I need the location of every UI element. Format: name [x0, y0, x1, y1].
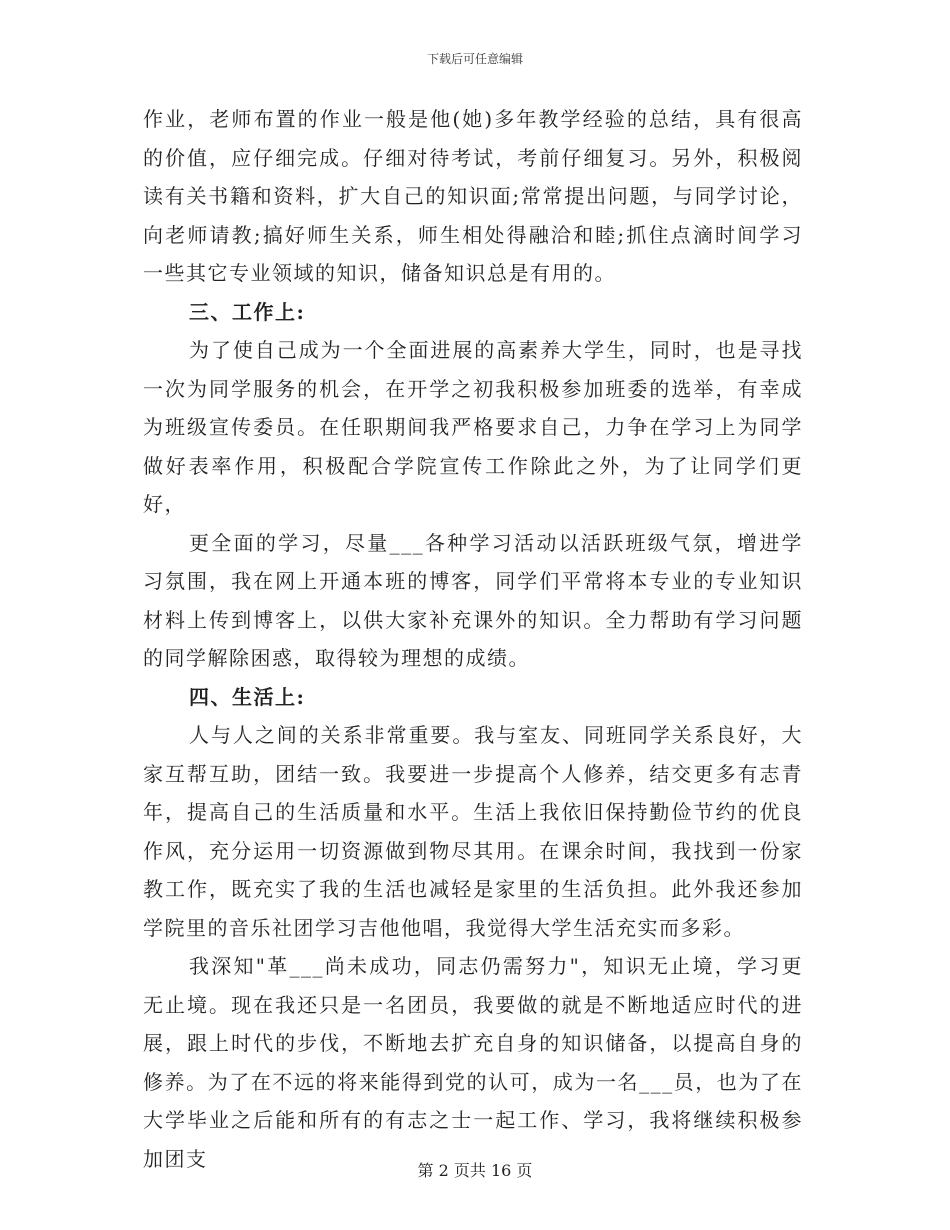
paragraph-work-continued: 更全面的学习，尽量___各种学习活动以活跃班级气氛，增进学习氛围，我在网上开通本班的博客，同学们平常将本专业的专业知识材料上传到博客上，以供大家补充课外的知识。全力帮助有学习问题的同学解除困惑，取得较为理想的成绩。	[143, 530, 803, 670]
paragraph-conclusion: 我深知"革___尚未成功，同志仍需努力"，知识无止境，学习更无止境。现在我还只是一名团员，我要做的就是不断地适应时代的进展，跟上时代的步伐，不断地去扩充自身的知识储备，以提高自身的修养。为了在不远的将来能得到党的认可，成为一名___员，也为了在大学毕业之后能和所有的有志之士一起工作、学习，我将继续积极参加团支	[143, 954, 803, 1171]
paragraph-study-continued: 作业，老师布置的作业一般是他(她)多年教学经验的总结，具有很高的价值，应仔细完成。仔细对待考试，考前仔细复习。另外，积极阅读有关书籍和资料，扩大自己的知识面;常常提出问题，与同学讨论，向老师请教;搞好师生关系，师生相处得融洽和睦;抓住点滴时间学习一些其它专业领域的知识，储备知识总是有用的。	[143, 107, 803, 285]
section-heading-life: 四、生活上:	[189, 684, 306, 709]
paragraph-life: 人与人之间的关系非常重要。我与室友、同班同学关系良好，大家互帮互助，团结一致。我要进一步提高个人修养，结交更多有志青年，提高自己的生活质量和水平。生活上我依旧保持勤俭节约的优良作风，充分运用一切资源做到物尽其用。在课余时间，我找到一份家教工作，既充实了我的生活也减轻是家里的生活负担。此外我还参加学院里的音乐社团学习吉他他唱，我觉得大学生活充实而多彩。	[143, 723, 803, 940]
page-number: 第 2 页共 16 页	[417, 1161, 533, 1180]
paragraph-work: 为了使自己成为一个全面进展的高素养大学生，同时，也是寻找一次为同学服务的机会，在开学之初我积极参加班委的选举，有幸成为班级宣传委员。在任职期间我严格要求自己，力争在学习上为同学做好表率作用，积极配合学院宣传工作除此之外，为了让同学们更好，	[143, 338, 803, 516]
document-body	[143, 100, 803, 1178]
page-header: 下载后可任意编辑	[426, 52, 523, 66]
section-heading-work: 三、工作上:	[189, 299, 306, 324]
